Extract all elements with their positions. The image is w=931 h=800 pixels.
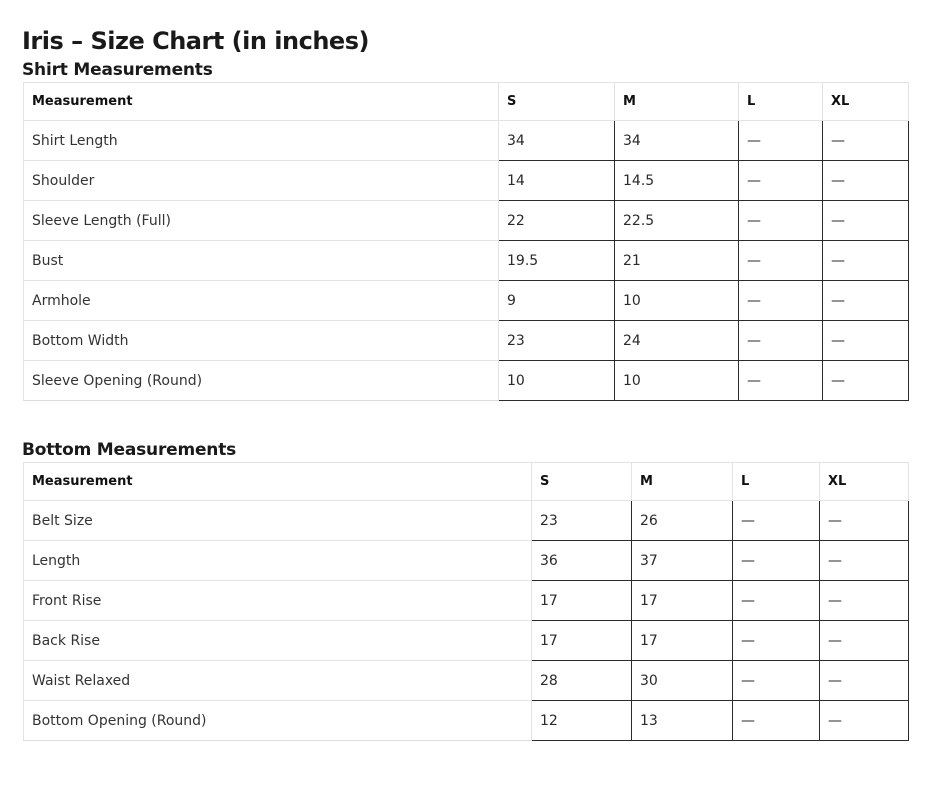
size-l-value: — — [739, 321, 823, 361]
size-xl-value: — — [820, 621, 909, 661]
size-s-value: 23 — [532, 501, 632, 541]
table-row — [24, 161, 909, 201]
header-row — [24, 83, 909, 121]
measurement-label: Belt Size — [24, 501, 532, 541]
bottom-table-header — [24, 463, 909, 501]
size-l-value: — — [733, 621, 820, 661]
size-l-value: — — [739, 241, 823, 281]
size-s-value: 34 — [499, 121, 615, 161]
table-row — [24, 581, 909, 621]
size-s-value: 12 — [532, 701, 632, 741]
shirt-section-title: Shirt Measurements — [22, 60, 213, 80]
size-s-value: 23 — [499, 321, 615, 361]
measurement-label: Shoulder — [24, 161, 499, 201]
measurement-label: Bottom Width — [24, 321, 499, 361]
size-xl-value: — — [823, 121, 909, 161]
size-m-value: 24 — [615, 321, 739, 361]
measurement-label: Front Rise — [24, 581, 532, 621]
table-row — [24, 201, 909, 241]
size-m-value: 34 — [615, 121, 739, 161]
size-l-value: — — [733, 541, 820, 581]
size-m-value: 14.5 — [615, 161, 739, 201]
size-xl-value: — — [823, 201, 909, 241]
size-xl-value: — — [823, 361, 909, 401]
size-s-value: 28 — [532, 661, 632, 701]
measurement-label: Back Rise — [24, 621, 532, 661]
size-m-value: 13 — [632, 701, 733, 741]
size-l-value: — — [739, 361, 823, 401]
size-xl-value: — — [823, 241, 909, 281]
column-header-m: M — [615, 83, 739, 121]
size-m-value: 21 — [615, 241, 739, 281]
column-header-l: L — [739, 83, 823, 121]
shirt-table-header — [24, 83, 909, 121]
table-row — [24, 321, 909, 361]
table-row — [24, 501, 909, 541]
size-xl-value: — — [823, 161, 909, 201]
shirt-table-body — [24, 121, 909, 401]
size-l-value: — — [739, 281, 823, 321]
measurement-label: Shirt Length — [24, 121, 499, 161]
size-m-value: 10 — [615, 361, 739, 401]
size-s-value: 9 — [499, 281, 615, 321]
size-xl-value: — — [820, 701, 909, 741]
table-row — [24, 281, 909, 321]
table-row — [24, 241, 909, 281]
measurement-label: Waist Relaxed — [24, 661, 532, 701]
table-row — [24, 541, 909, 581]
size-l-value: — — [733, 581, 820, 621]
table-row — [24, 661, 909, 701]
size-xl-value: — — [823, 281, 909, 321]
column-header-l: L — [733, 463, 820, 501]
shirt-measurements-table — [23, 82, 909, 401]
table-row — [24, 361, 909, 401]
measurement-label: Bust — [24, 241, 499, 281]
size-m-value: 10 — [615, 281, 739, 321]
table-row — [24, 121, 909, 161]
measurement-label: Length — [24, 541, 532, 581]
size-m-value: 37 — [632, 541, 733, 581]
size-l-value: — — [733, 701, 820, 741]
column-header-xl: XL — [820, 463, 909, 501]
size-l-value: — — [733, 501, 820, 541]
column-header-xl: XL — [823, 83, 909, 121]
measurement-label: Armhole — [24, 281, 499, 321]
header-row — [24, 463, 909, 501]
size-m-value: 26 — [632, 501, 733, 541]
size-l-value: — — [739, 121, 823, 161]
column-header-s: S — [499, 83, 615, 121]
column-header-measurement: Measurement — [24, 463, 532, 501]
size-s-value: 17 — [532, 581, 632, 621]
size-l-value: — — [739, 161, 823, 201]
column-header-m: M — [632, 463, 733, 501]
size-m-value: 22.5 — [615, 201, 739, 241]
size-m-value: 30 — [632, 661, 733, 701]
size-m-value: 17 — [632, 621, 733, 661]
size-xl-value: — — [820, 501, 909, 541]
size-l-value: — — [733, 661, 820, 701]
bottom-table-body — [24, 501, 909, 741]
measurement-label: Sleeve Length (Full) — [24, 201, 499, 241]
size-s-value: 22 — [499, 201, 615, 241]
column-header-measurement: Measurement — [24, 83, 499, 121]
size-s-value: 10 — [499, 361, 615, 401]
table-row — [24, 701, 909, 741]
bottom-section-title: Bottom Measurements — [22, 440, 237, 460]
size-s-value: 19.5 — [499, 241, 615, 281]
bottom-measurements-table — [23, 462, 909, 741]
size-s-value: 14 — [499, 161, 615, 201]
column-header-s: S — [532, 463, 632, 501]
size-m-value: 17 — [632, 581, 733, 621]
size-xl-value: — — [823, 321, 909, 361]
size-xl-value: — — [820, 541, 909, 581]
size-l-value: — — [739, 201, 823, 241]
size-xl-value: — — [820, 581, 909, 621]
size-s-value: 36 — [532, 541, 632, 581]
measurement-label: Bottom Opening (Round) — [24, 701, 532, 741]
size-s-value: 17 — [532, 621, 632, 661]
table-row — [24, 621, 909, 661]
size-xl-value: — — [820, 661, 909, 701]
page-title: Iris – Size Chart (in inches) — [22, 27, 369, 55]
measurement-label: Sleeve Opening (Round) — [24, 361, 499, 401]
